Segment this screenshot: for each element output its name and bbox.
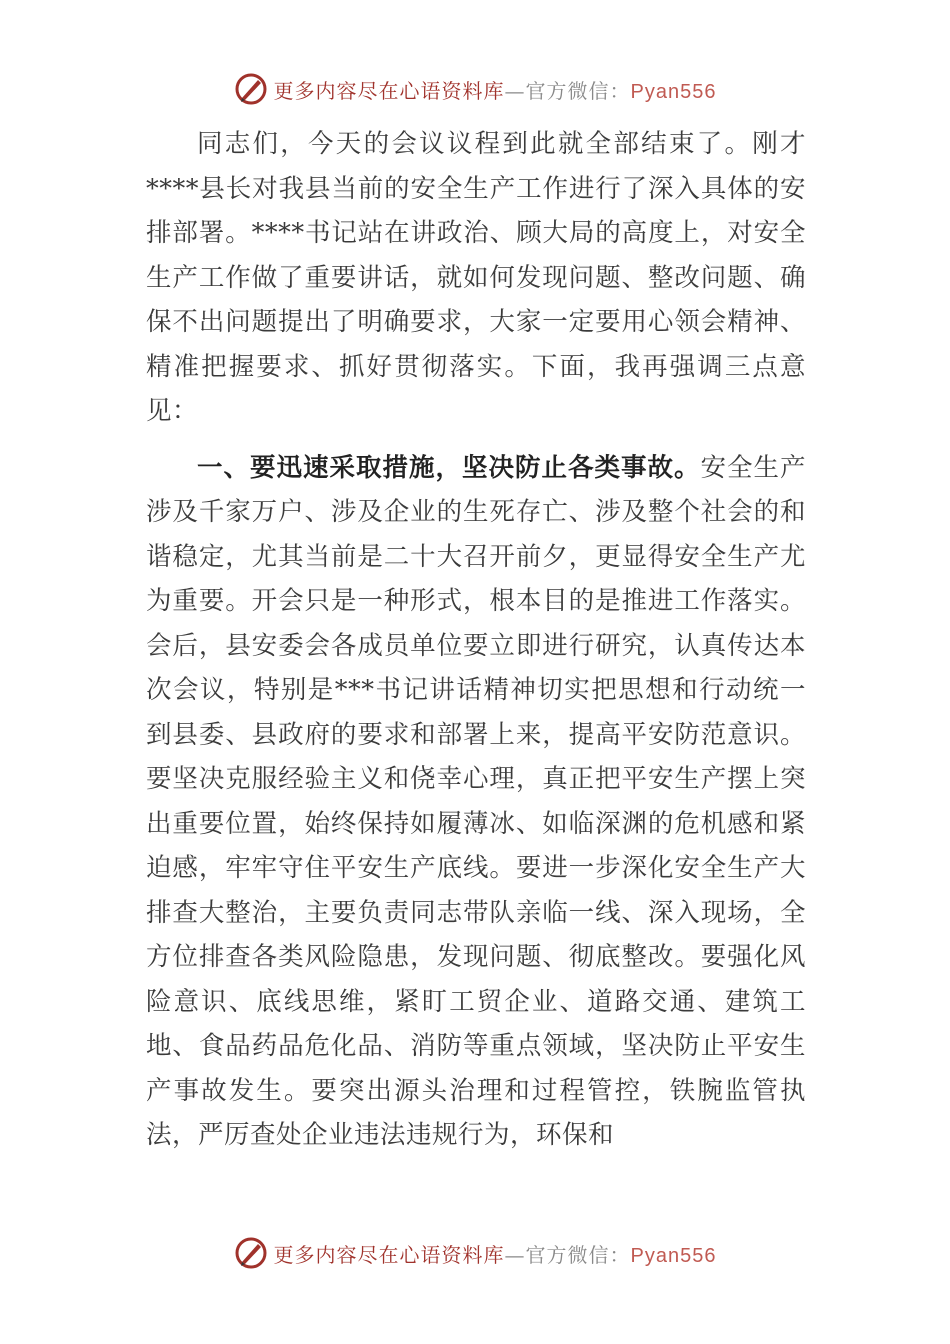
brush-pen-logo-icon [234, 72, 268, 106]
paragraph-point-one [146, 446, 806, 1158]
banner-separator: — [504, 78, 526, 103]
paragraph-text: 安全生产涉及千家万户、涉及企业的生死存亡、涉及整个社会的和谐稳定，尤其当前是二十大召开前夕，更显得安全生产尤为重要。开会只是一种形式，根本目的是推进工作落实。会后，县安委会各成员单位要立即进行研究，认真传达本次会议，特别是***书记讲话精神切实把思想和行动统一到县委、县政府的要求和部署上来，提高平安防范意识。要坚决克服经验主义和侥幸心理，真正把平安生产摆上突出重要位置，始终保持如履薄冰、如临深渊的危机感和紧迫感，牢牢守住平安生产底线。要进一步深化安全生产大排查大整治，主要负责同志带队亲临一线、深入现场，全方位排查各类风险隐患，发现问题、彻底整改。要强化风险意识、底线思维，紧盯工贸企业、道路交通、建筑工地、食品药品危化品、消防等重点领域，坚决防止平安生产事故发生。要突出源头治理和过程管控，铁腕监管执法，严厉查处企业违法违规行为，环保和 [146, 452, 806, 1150]
banner-brand: 更多内容尽在心语资料库 [273, 78, 505, 103]
banner-official-label: 官方微信： [525, 78, 631, 103]
paragraph-text: 同志们，今天的会议议程到此就全部结束了。刚才****县长对我县当前的安全生产工作进行了深入具体的安排部署。****书记站在讲政治、顾大局的高度上，对安全生产工作做了重要讲话，就如何发现问题、整改问题、确保不出问题提出了明确要求，大家一定要用心领会精神、精准把握要求、抓好贯彻落实。下面，我再强调三点意见： [146, 129, 806, 426]
paragraph-intro [146, 122, 806, 434]
banner-official-label: 官方微信： [525, 1242, 631, 1267]
section-heading: 一、要迅速采取措施，坚决防止各类事故。 [197, 452, 701, 483]
banner-separator: — [504, 1242, 526, 1267]
banner-text [274, 1239, 717, 1268]
banner-brand: 更多内容尽在心语资料库 [273, 1242, 505, 1267]
banner-wechat-id: Pyan556 [630, 80, 717, 103]
brush-pen-logo-icon [234, 1236, 268, 1270]
footer-banner [0, 1236, 950, 1270]
document-body [146, 122, 806, 1158]
banner-text [274, 75, 717, 104]
banner-wechat-id: Pyan556 [630, 1244, 717, 1267]
header-banner [0, 72, 950, 106]
